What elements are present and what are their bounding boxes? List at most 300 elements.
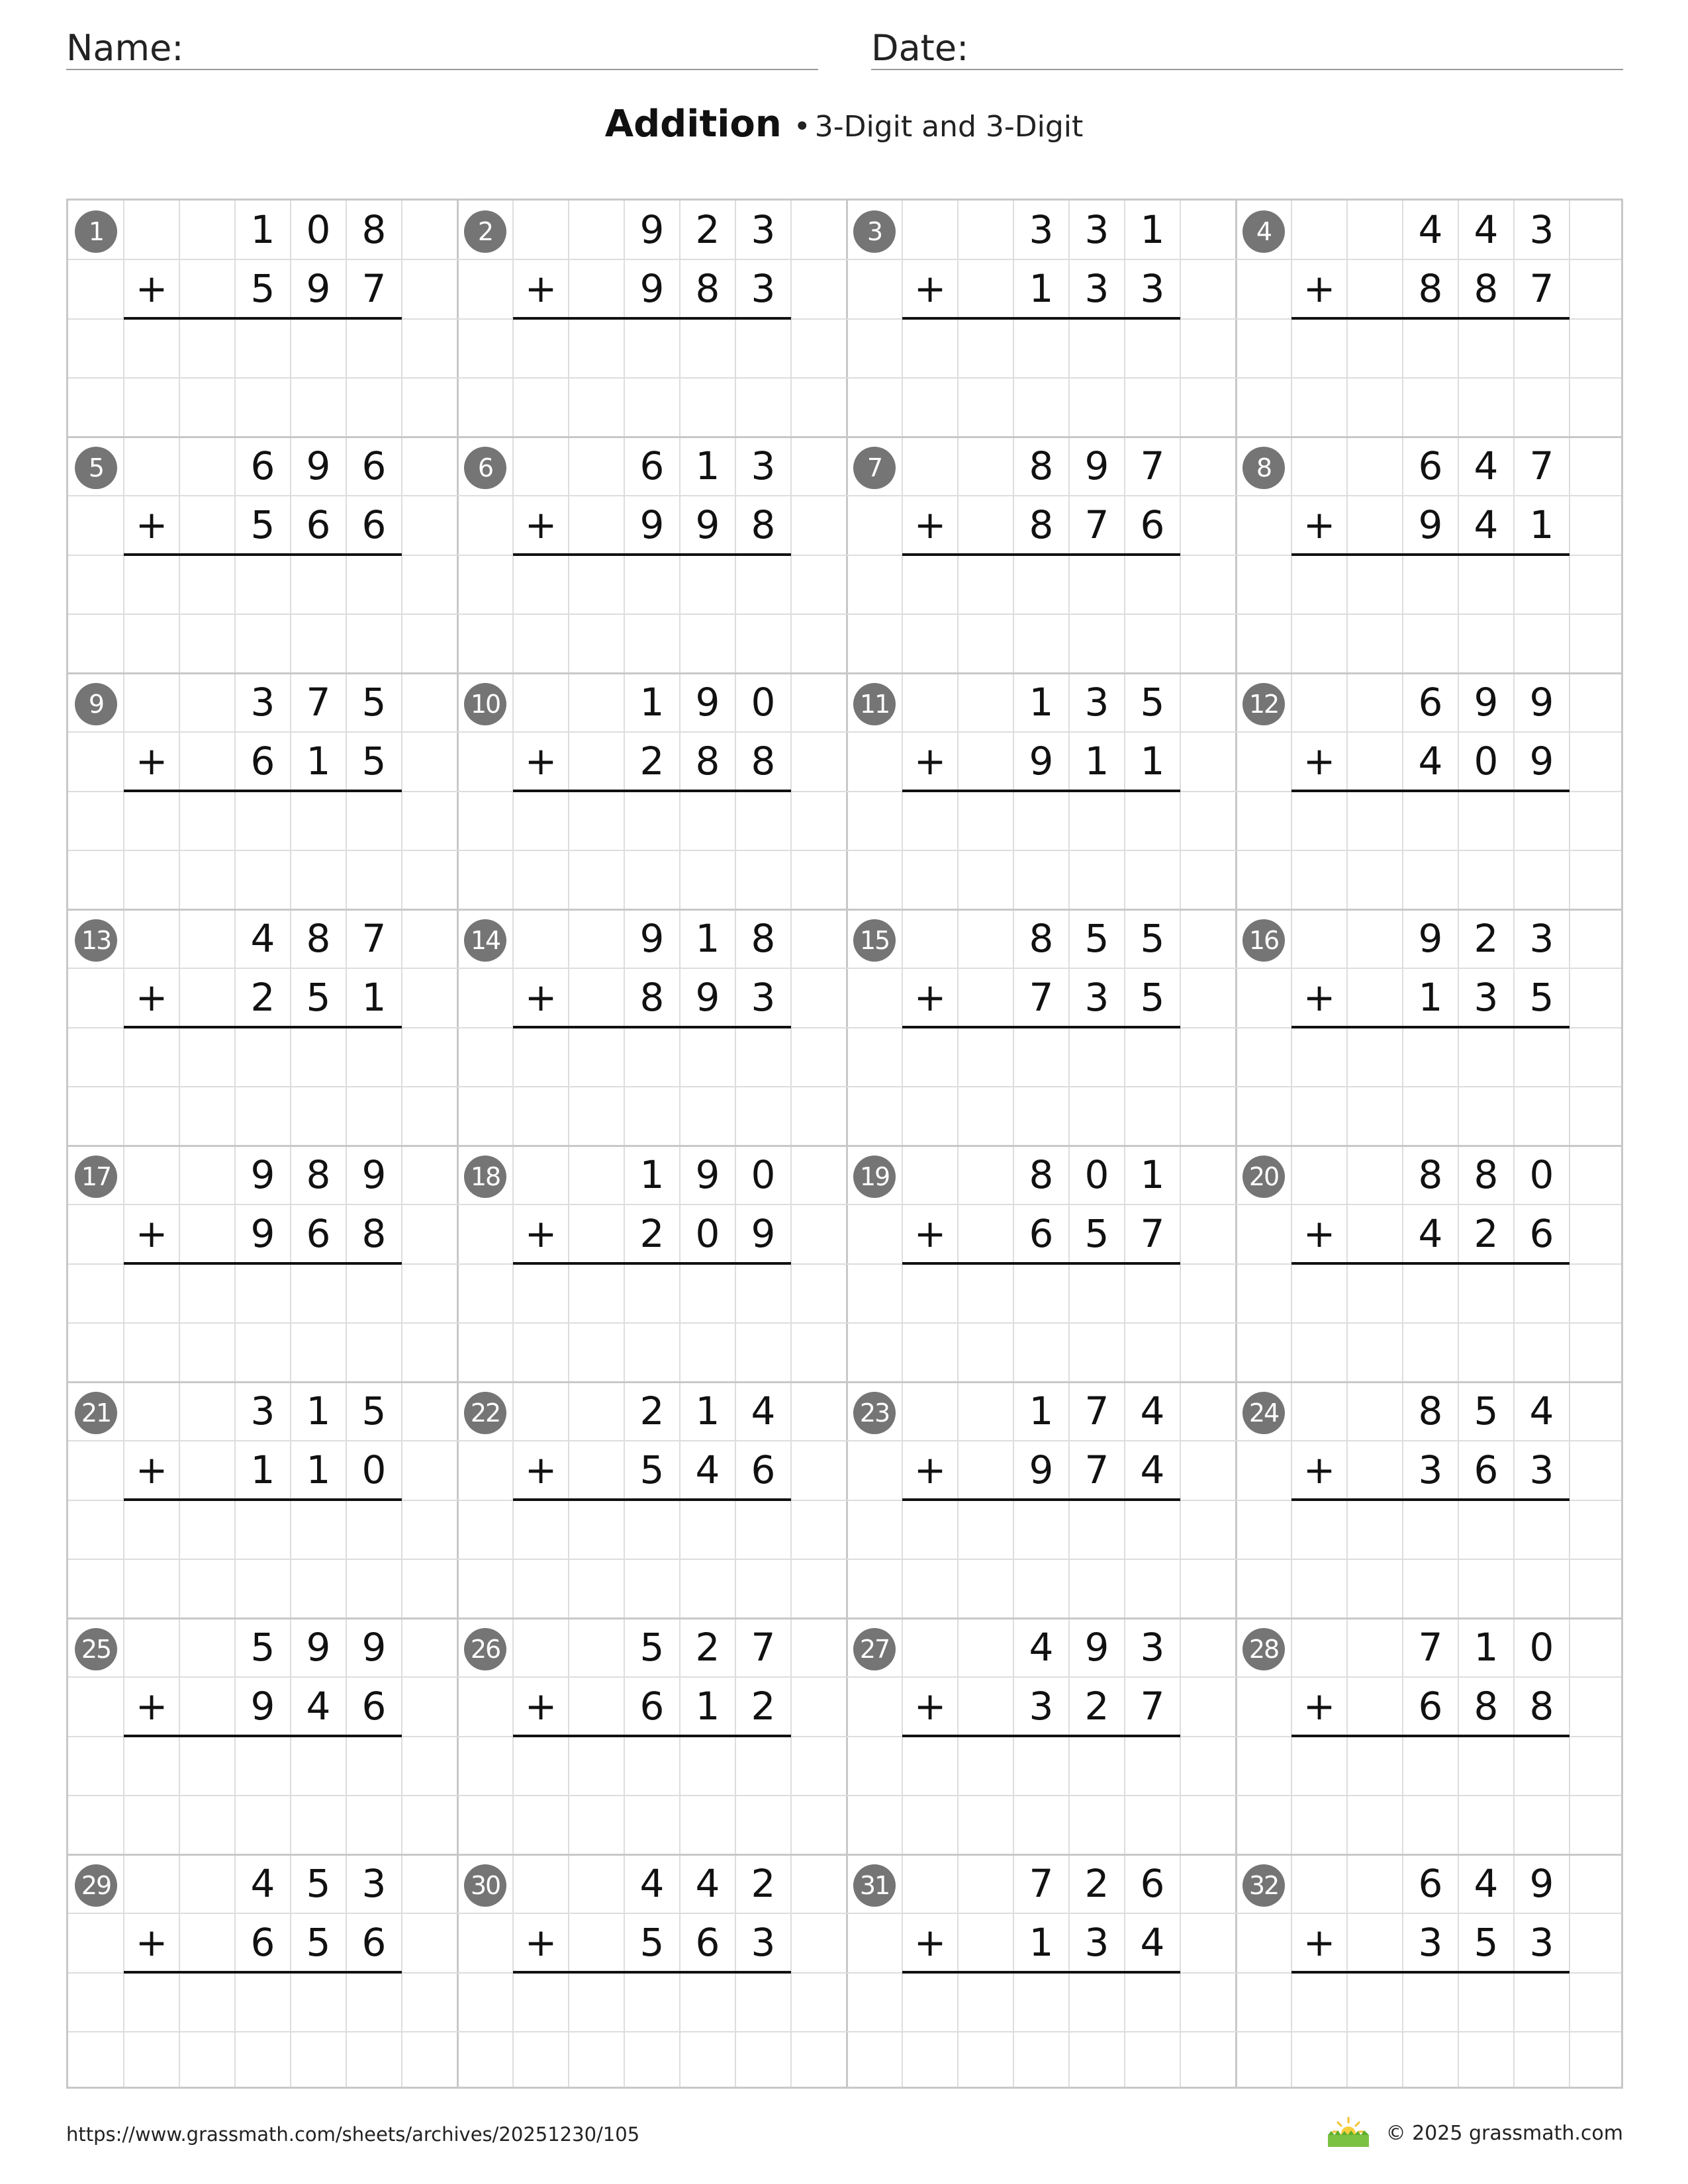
addend-top-digit: 5 xyxy=(361,680,387,725)
addend-bottom-digit: 5 xyxy=(1140,975,1165,1020)
addend-bottom-digit: 6 xyxy=(361,1920,387,1965)
plus-sign: + xyxy=(1303,1447,1336,1492)
addend-top-digit: 7 xyxy=(1084,1388,1109,1433)
addend-top-digit: 8 xyxy=(306,1152,331,1197)
addend-top-digit: 3 xyxy=(250,1388,275,1433)
addend-top-digit: 7 xyxy=(1418,1625,1443,1670)
addend-top-digit: 2 xyxy=(1084,1861,1109,1906)
addend-bottom-digit: 9 xyxy=(250,1684,275,1729)
plus-sign: + xyxy=(524,1447,557,1492)
sum-line xyxy=(513,1262,791,1265)
addend-top-digit: 1 xyxy=(695,916,720,961)
sum-line xyxy=(1291,1971,1570,1974)
addend-bottom-digit: 9 xyxy=(306,266,331,311)
addend-bottom-digit: 5 xyxy=(361,739,387,784)
plus-sign: + xyxy=(1303,1920,1336,1965)
addend-top-digit: 6 xyxy=(1140,1861,1165,1906)
addend-top-digit: 6 xyxy=(1418,680,1443,725)
name-field[interactable] xyxy=(66,24,818,70)
addend-bottom-digit: 8 xyxy=(361,1211,387,1256)
problem-number-badge: 19 xyxy=(853,1156,896,1198)
addend-bottom-digit: 1 xyxy=(1529,502,1554,547)
addend-bottom-digit: 7 xyxy=(1084,1447,1109,1492)
addend-bottom-digit: 6 xyxy=(361,1684,387,1729)
addend-top-digit: 2 xyxy=(695,207,720,252)
addend-bottom-digit: 1 xyxy=(1029,266,1054,311)
problem-number-badge: 22 xyxy=(464,1392,506,1434)
problem-number-badge: 30 xyxy=(464,1864,506,1907)
addend-top-digit: 6 xyxy=(250,443,275,488)
plus-sign: + xyxy=(914,739,947,784)
problem-13 xyxy=(68,909,457,1146)
problem-number-badge: 11 xyxy=(853,683,896,725)
addend-bottom-digit: 2 xyxy=(250,975,275,1020)
name-line xyxy=(66,69,818,70)
problem-number-badge: 25 xyxy=(75,1628,117,1670)
plus-sign: + xyxy=(914,1447,947,1492)
addend-top-digit: 3 xyxy=(751,443,776,488)
addend-bottom-digit: 5 xyxy=(1529,975,1554,1020)
sum-line xyxy=(1291,553,1570,556)
sum-line xyxy=(902,1498,1180,1501)
plus-sign: + xyxy=(135,739,168,784)
problem-number-badge: 4 xyxy=(1243,210,1285,253)
addend-bottom-digit: 0 xyxy=(695,1211,720,1256)
addend-bottom-digit: 3 xyxy=(1084,975,1109,1020)
addend-bottom-digit: 6 xyxy=(250,1920,275,1965)
sum-line xyxy=(1291,1262,1570,1265)
problem-number-badge: 28 xyxy=(1243,1628,1285,1670)
addend-bottom-digit: 3 xyxy=(1029,1684,1054,1729)
sum-line xyxy=(513,1026,791,1028)
addend-bottom-digit: 5 xyxy=(639,1920,665,1965)
addend-bottom-digit: 3 xyxy=(1529,1920,1554,1965)
addend-top-digit: 4 xyxy=(639,1861,665,1906)
addend-top-digit: 4 xyxy=(250,1861,275,1906)
problem-number-badge: 8 xyxy=(1243,447,1285,489)
addend-bottom-digit: 6 xyxy=(1474,1447,1499,1492)
addend-bottom-digit: 1 xyxy=(1084,739,1109,784)
addend-bottom-digit: 4 xyxy=(1418,1211,1443,1256)
addend-bottom-digit: 1 xyxy=(250,1447,275,1492)
problem-7 xyxy=(847,437,1236,673)
plus-sign: + xyxy=(524,266,557,311)
addend-bottom-digit: 4 xyxy=(1474,502,1499,547)
problem-number-badge: 32 xyxy=(1243,1864,1285,1907)
addend-top-digit: 3 xyxy=(1084,207,1109,252)
addend-bottom-digit: 6 xyxy=(250,739,275,784)
addend-bottom-digit: 8 xyxy=(751,739,776,784)
plus-sign: + xyxy=(1303,502,1336,547)
problem-26 xyxy=(457,1618,847,1854)
addend-top-digit: 8 xyxy=(306,916,331,961)
addend-top-digit: 5 xyxy=(361,1388,387,1433)
sum-line xyxy=(124,1262,402,1265)
sum-line xyxy=(902,1026,1180,1028)
sum-line xyxy=(902,1262,1180,1265)
addend-top-digit: 1 xyxy=(1140,207,1165,252)
sum-line xyxy=(513,1735,791,1737)
plus-sign: + xyxy=(1303,739,1336,784)
addend-bottom-digit: 6 xyxy=(1418,1684,1443,1729)
plus-sign: + xyxy=(524,1684,557,1729)
addend-top-digit: 3 xyxy=(250,680,275,725)
addend-top-digit: 0 xyxy=(751,1152,776,1197)
addend-bottom-digit: 6 xyxy=(1029,1211,1054,1256)
addend-bottom-digit: 8 xyxy=(1418,266,1443,311)
addend-bottom-digit: 3 xyxy=(1084,1920,1109,1965)
date-label: Date: xyxy=(871,27,969,69)
addend-top-digit: 8 xyxy=(751,916,776,961)
plus-sign: + xyxy=(914,1920,947,1965)
addend-top-digit: 8 xyxy=(1418,1388,1443,1433)
addend-top-digit: 8 xyxy=(1418,1152,1443,1197)
addend-bottom-digit: 5 xyxy=(306,1920,331,1965)
addend-top-digit: 9 xyxy=(306,1625,331,1670)
addend-bottom-digit: 9 xyxy=(695,975,720,1020)
addend-top-digit: 2 xyxy=(639,1388,665,1433)
addend-top-digit: 1 xyxy=(695,443,720,488)
problem-number-badge: 29 xyxy=(75,1864,117,1907)
addend-top-digit: 7 xyxy=(361,916,387,961)
problem-22 xyxy=(457,1382,847,1618)
addend-top-digit: 4 xyxy=(1474,1861,1499,1906)
addend-bottom-digit: 9 xyxy=(1029,1447,1054,1492)
addend-top-digit: 9 xyxy=(1418,916,1443,961)
sum-line xyxy=(1291,1026,1570,1028)
problem-number-badge: 12 xyxy=(1243,683,1285,725)
addend-bottom-digit: 6 xyxy=(1140,502,1165,547)
plus-sign: + xyxy=(1303,975,1336,1020)
addend-top-digit: 9 xyxy=(695,680,720,725)
problem-number-badge: 9 xyxy=(75,683,117,725)
addend-bottom-digit: 4 xyxy=(695,1447,720,1492)
addend-bottom-digit: 6 xyxy=(306,502,331,547)
name-label: Name: xyxy=(66,27,184,69)
addend-bottom-digit: 7 xyxy=(1084,502,1109,547)
addend-bottom-digit: 6 xyxy=(695,1920,720,1965)
addend-bottom-digit: 6 xyxy=(361,502,387,547)
addend-top-digit: 2 xyxy=(695,1625,720,1670)
problem-20 xyxy=(1236,1146,1625,1382)
addend-top-digit: 0 xyxy=(1529,1625,1554,1670)
addend-top-digit: 4 xyxy=(751,1388,776,1433)
addend-top-digit: 9 xyxy=(1529,680,1554,725)
sum-line xyxy=(124,553,402,556)
plus-sign: + xyxy=(914,266,947,311)
addend-top-digit: 1 xyxy=(639,1152,665,1197)
problem-17 xyxy=(68,1146,457,1382)
addend-top-digit: 4 xyxy=(1529,1388,1554,1433)
addend-top-digit: 1 xyxy=(639,680,665,725)
plus-sign: + xyxy=(1303,1684,1336,1729)
plus-sign: + xyxy=(914,502,947,547)
sum-line xyxy=(124,790,402,792)
addend-top-digit: 1 xyxy=(306,1388,331,1433)
addend-top-digit: 7 xyxy=(1029,1861,1054,1906)
addend-top-digit: 9 xyxy=(250,1152,275,1197)
addend-bottom-digit: 1 xyxy=(1418,975,1443,1020)
page-title xyxy=(0,103,1688,146)
problem-3 xyxy=(847,201,1236,437)
addend-top-digit: 5 xyxy=(1140,680,1165,725)
problem-9 xyxy=(68,673,457,909)
sum-line xyxy=(1291,1735,1570,1737)
addend-bottom-digit: 5 xyxy=(1474,1920,1499,1965)
problem-19 xyxy=(847,1146,1236,1382)
problem-number-badge: 15 xyxy=(853,919,896,962)
title-subtitle: 3-Digit and 3-Digit xyxy=(814,110,1084,144)
sum-line xyxy=(902,1971,1180,1974)
addend-bottom-digit: 5 xyxy=(306,975,331,1020)
addend-top-digit: 9 xyxy=(1474,680,1499,725)
addend-bottom-digit: 3 xyxy=(751,266,776,311)
addend-bottom-digit: 5 xyxy=(250,266,275,311)
footer-copyright: © 2025 grassmath.com xyxy=(1385,2121,1623,2145)
addend-top-digit: 7 xyxy=(1140,443,1165,488)
problem-28 xyxy=(1236,1618,1625,1854)
problem-10 xyxy=(457,673,847,909)
addend-bottom-digit: 8 xyxy=(1029,502,1054,547)
addend-top-digit: 8 xyxy=(361,207,387,252)
addend-top-digit: 6 xyxy=(361,443,387,488)
problem-1 xyxy=(68,201,457,437)
sum-line xyxy=(1291,317,1570,320)
addend-bottom-digit: 0 xyxy=(361,1447,387,1492)
addend-bottom-digit: 6 xyxy=(1529,1211,1554,1256)
problem-number-badge: 21 xyxy=(75,1392,117,1434)
addend-top-digit: 3 xyxy=(751,207,776,252)
problem-number-badge: 31 xyxy=(853,1864,896,1907)
addend-bottom-digit: 4 xyxy=(1140,1920,1165,1965)
sum-line xyxy=(1291,790,1570,792)
addend-top-digit: 1 xyxy=(695,1388,720,1433)
addend-top-digit: 8 xyxy=(1474,1152,1499,1197)
addend-bottom-digit: 9 xyxy=(639,502,665,547)
problem-number-badge: 18 xyxy=(464,1156,506,1198)
plus-sign: + xyxy=(1303,1211,1336,1256)
addend-bottom-digit: 9 xyxy=(639,266,665,311)
addend-top-digit: 9 xyxy=(306,443,331,488)
sum-line xyxy=(124,1498,402,1501)
problem-number-badge: 1 xyxy=(75,210,117,253)
problem-15 xyxy=(847,909,1236,1146)
plus-sign: + xyxy=(135,1684,168,1729)
addend-top-digit: 7 xyxy=(306,680,331,725)
plus-sign: + xyxy=(135,1920,168,1965)
problem-number-badge: 5 xyxy=(75,447,117,489)
plus-sign: + xyxy=(524,975,557,1020)
addend-top-digit: 5 xyxy=(306,1861,331,1906)
addend-top-digit: 1 xyxy=(1029,1388,1054,1433)
addend-top-digit: 4 xyxy=(1474,207,1499,252)
addend-bottom-digit: 9 xyxy=(250,1211,275,1256)
addend-bottom-digit: 0 xyxy=(1474,739,1499,784)
problem-27 xyxy=(847,1618,1236,1854)
problem-number-badge: 16 xyxy=(1243,919,1285,962)
footer-url: https://www.grassmath.com/sheets/archives/20251230/105 xyxy=(66,2123,640,2146)
problem-number-badge: 10 xyxy=(464,683,506,725)
addend-top-digit: 5 xyxy=(1084,916,1109,961)
date-line xyxy=(871,69,1623,70)
addend-bottom-digit: 9 xyxy=(1418,502,1443,547)
addend-top-digit: 9 xyxy=(361,1625,387,1670)
addend-top-digit: 7 xyxy=(1529,443,1554,488)
addend-top-digit: 3 xyxy=(1140,1625,1165,1670)
problem-31 xyxy=(847,1854,1236,2091)
problem-number-badge: 27 xyxy=(853,1628,896,1670)
problem-number-badge: 14 xyxy=(464,919,506,962)
sum-line xyxy=(124,1971,402,1974)
addend-bottom-digit: 8 xyxy=(695,266,720,311)
problem-30 xyxy=(457,1854,847,2091)
plus-sign: + xyxy=(135,266,168,311)
sum-line xyxy=(1291,1498,1570,1501)
problem-4 xyxy=(1236,201,1625,437)
problem-number-badge: 6 xyxy=(464,447,506,489)
addend-top-digit: 9 xyxy=(639,916,665,961)
addend-top-digit: 3 xyxy=(1529,207,1554,252)
plus-sign: + xyxy=(135,1211,168,1256)
addend-top-digit: 0 xyxy=(751,680,776,725)
addend-bottom-digit: 9 xyxy=(751,1211,776,1256)
problem-number-badge: 24 xyxy=(1243,1392,1285,1434)
problem-2 xyxy=(457,201,847,437)
addend-bottom-digit: 5 xyxy=(639,1447,665,1492)
addend-top-digit: 9 xyxy=(1084,443,1109,488)
plus-sign: + xyxy=(135,975,168,1020)
addend-bottom-digit: 7 xyxy=(361,266,387,311)
addend-bottom-digit: 5 xyxy=(1084,1211,1109,1256)
date-field[interactable] xyxy=(871,24,1623,70)
addend-top-digit: 9 xyxy=(695,1152,720,1197)
addend-bottom-digit: 3 xyxy=(1418,1447,1443,1492)
addend-bottom-digit: 3 xyxy=(1529,1447,1554,1492)
addend-bottom-digit: 2 xyxy=(639,739,665,784)
addend-top-digit: 6 xyxy=(1418,443,1443,488)
sum-line xyxy=(902,317,1180,320)
addend-bottom-digit: 3 xyxy=(1474,975,1499,1020)
addend-bottom-digit: 4 xyxy=(1140,1447,1165,1492)
plus-sign: + xyxy=(135,1447,168,1492)
plus-sign: + xyxy=(524,739,557,784)
addend-bottom-digit: 2 xyxy=(1084,1684,1109,1729)
addend-bottom-digit: 7 xyxy=(1140,1211,1165,1256)
addend-bottom-digit: 6 xyxy=(306,1211,331,1256)
problem-number-badge: 3 xyxy=(853,210,896,253)
addend-top-digit: 0 xyxy=(1529,1152,1554,1197)
sum-line xyxy=(124,1026,402,1028)
addend-top-digit: 1 xyxy=(1474,1625,1499,1670)
problem-18 xyxy=(457,1146,847,1382)
sum-line xyxy=(902,790,1180,792)
addend-bottom-digit: 1 xyxy=(361,975,387,1020)
problem-12 xyxy=(1236,673,1625,909)
addend-top-digit: 5 xyxy=(1474,1388,1499,1433)
problem-25 xyxy=(68,1618,457,1854)
addend-bottom-digit: 5 xyxy=(250,502,275,547)
addend-bottom-digit: 6 xyxy=(639,1684,665,1729)
addend-bottom-digit: 7 xyxy=(1529,266,1554,311)
addend-bottom-digit: 3 xyxy=(1084,266,1109,311)
addend-top-digit: 8 xyxy=(1029,1152,1054,1197)
addend-top-digit: 4 xyxy=(1418,207,1443,252)
problem-number-badge: 17 xyxy=(75,1156,117,1198)
addend-bottom-digit: 1 xyxy=(695,1684,720,1729)
problem-number-badge: 23 xyxy=(853,1392,896,1434)
addend-bottom-digit: 3 xyxy=(751,975,776,1020)
addend-top-digit: 6 xyxy=(1418,1861,1443,1906)
addend-bottom-digit: 7 xyxy=(1029,975,1054,1020)
addend-bottom-digit: 9 xyxy=(1529,739,1554,784)
addend-bottom-digit: 8 xyxy=(695,739,720,784)
problem-number-badge: 20 xyxy=(1243,1156,1285,1198)
plus-sign: + xyxy=(914,1684,947,1729)
problem-29 xyxy=(68,1854,457,2091)
grass-sun-logo-icon xyxy=(1325,2115,1372,2151)
addend-bottom-digit: 1 xyxy=(1140,739,1165,784)
problem-21 xyxy=(68,1382,457,1618)
problem-14 xyxy=(457,909,847,1146)
addend-top-digit: 4 xyxy=(695,1861,720,1906)
addend-top-digit: 1 xyxy=(1029,680,1054,725)
plus-sign: + xyxy=(914,1211,947,1256)
addend-top-digit: 4 xyxy=(250,916,275,961)
addend-top-digit: 4 xyxy=(1029,1625,1054,1670)
addend-bottom-digit: 8 xyxy=(751,502,776,547)
addend-bottom-digit: 9 xyxy=(1029,739,1054,784)
addend-top-digit: 2 xyxy=(1474,916,1499,961)
sum-line xyxy=(902,1735,1180,1737)
addend-top-digit: 5 xyxy=(250,1625,275,1670)
sum-line xyxy=(513,1498,791,1501)
footer-branding xyxy=(1325,2116,1623,2150)
title-main: Addition xyxy=(604,103,782,146)
addend-top-digit: 1 xyxy=(250,207,275,252)
plus-sign: + xyxy=(524,1211,557,1256)
addend-top-digit: 0 xyxy=(306,207,331,252)
plus-sign: + xyxy=(914,975,947,1020)
problem-16 xyxy=(1236,909,1625,1146)
addend-bottom-digit: 1 xyxy=(306,1447,331,1492)
addend-bottom-digit: 2 xyxy=(639,1211,665,1256)
addend-bottom-digit: 6 xyxy=(751,1447,776,1492)
addend-top-digit: 9 xyxy=(1084,1625,1109,1670)
plus-sign: + xyxy=(135,502,168,547)
addend-bottom-digit: 8 xyxy=(1474,1684,1499,1729)
problem-6 xyxy=(457,437,847,673)
addend-bottom-digit: 8 xyxy=(1474,266,1499,311)
sum-line xyxy=(513,553,791,556)
addend-top-digit: 7 xyxy=(751,1625,776,1670)
addend-top-digit: 3 xyxy=(1029,207,1054,252)
addend-bottom-digit: 8 xyxy=(1529,1684,1554,1729)
addend-top-digit: 3 xyxy=(1529,916,1554,961)
title-separator: • xyxy=(793,110,811,144)
addend-top-digit: 3 xyxy=(361,1861,387,1906)
problem-32 xyxy=(1236,1854,1625,2091)
problem-11 xyxy=(847,673,1236,909)
problem-24 xyxy=(1236,1382,1625,1618)
addend-bottom-digit: 2 xyxy=(751,1684,776,1729)
worksheet-grid xyxy=(66,199,1623,2089)
addend-top-digit: 1 xyxy=(1140,1152,1165,1197)
addend-bottom-digit: 8 xyxy=(639,975,665,1020)
addend-bottom-digit: 3 xyxy=(1418,1920,1443,1965)
addend-top-digit: 4 xyxy=(1140,1388,1165,1433)
addend-top-digit: 9 xyxy=(639,207,665,252)
problem-5 xyxy=(68,437,457,673)
